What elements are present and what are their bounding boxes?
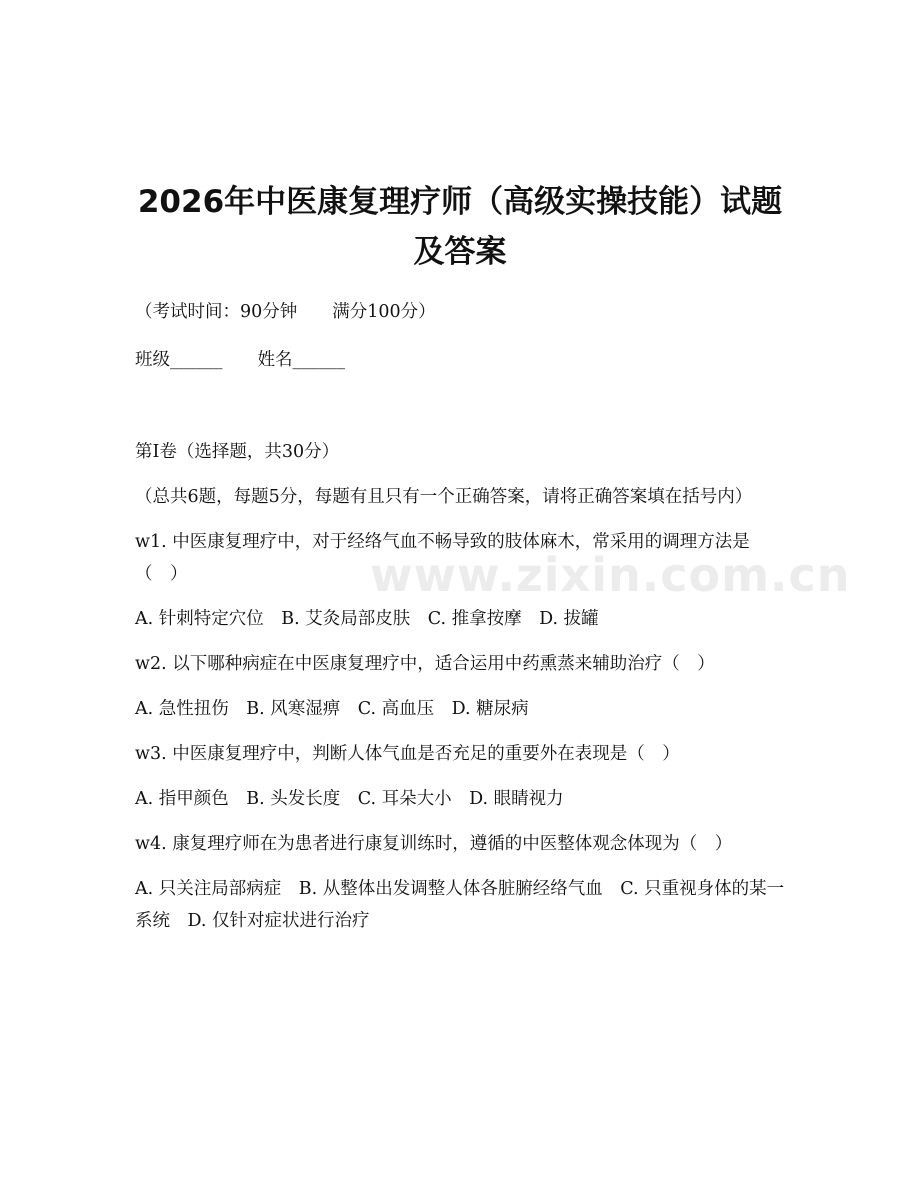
instructions: （总共6题，每题5分，每题有且只有一个正确答案，请将正确答案填在括号内） [135, 487, 753, 507]
question-stem: w4. 康复理疗师在为患者进行康复训练时，遵循的中医整体观念体现为（ ） [135, 834, 733, 854]
section-title: 第I卷（选择题，共30分） [135, 442, 340, 462]
question-options: A. 针刺特定穴位 B. 艾灸局部皮肤 C. 推拿按摩 D. 拔罐 [135, 609, 599, 629]
question-4 [135, 828, 785, 937]
question-stem: w2. 以下哪种病症在中医康复理疗中，适合运用中药熏蒸来辅助治疗（ ） [135, 654, 715, 674]
class-name-fields: 班级______ 姓名______ [135, 350, 345, 370]
document-title: 2026年中医康复理疗师（高级实操技能）试题及答案 [137, 183, 783, 270]
question-options: A. 只关注局部病症 B. 从整体出发调整人体各脏腑经络气血 C. 只重视身体的某一系统 D. 仅针对症状进行治疗 [135, 879, 785, 931]
question-1 [135, 526, 785, 648]
question-options: A. 指甲颜色 B. 头发长度 C. 耳朵大小 D. 眼睛视力 [135, 789, 564, 809]
exam-info: （考试时间：90分钟 满分100分） [135, 302, 436, 322]
question-stem: w3. 中医康复理疗中，判断人体气血是否充足的重要外在表现是（ ） [135, 744, 680, 764]
question-2 [135, 648, 785, 738]
question-3 [135, 738, 785, 828]
question-stem: w1. 中医康复理疗中，对于经络气血不畅导致的肢体麻木，常采用的调理方法是（ ） [135, 532, 750, 584]
document-body [135, 296, 785, 937]
watermark: www.zixin.com.cn [370, 548, 851, 602]
question-options: A. 急性扭伤 B. 风寒湿痹 C. 高血压 D. 糖尿病 [135, 699, 529, 719]
